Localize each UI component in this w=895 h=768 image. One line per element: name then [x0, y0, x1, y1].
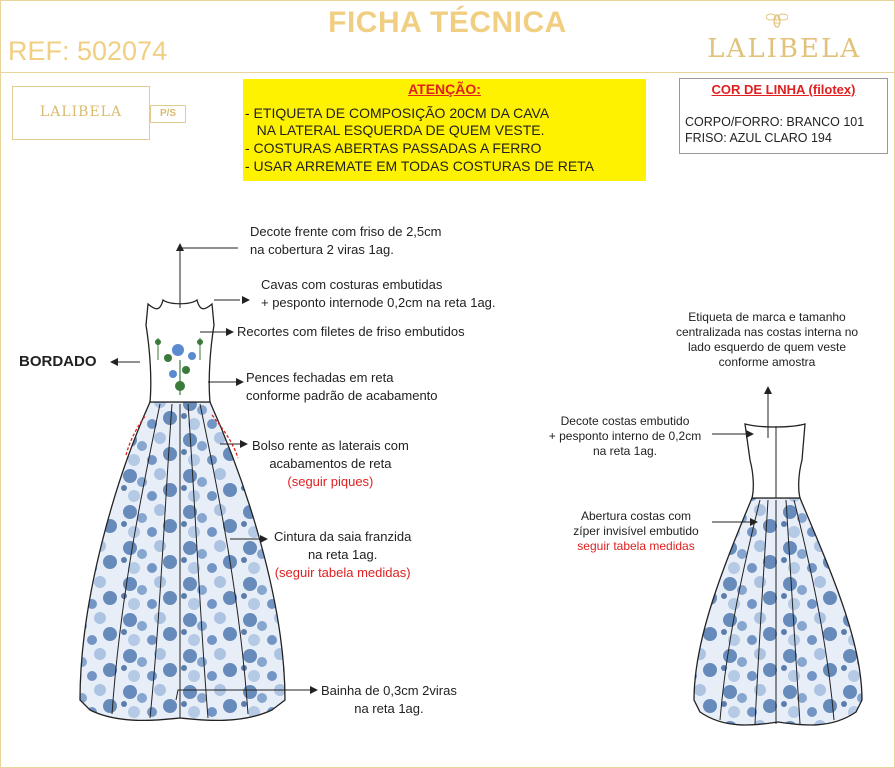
attention-line: NA LATERAL ESQUERDA DE QUEM VESTE. [245, 122, 545, 138]
note-cintura: Cintura da saia franzida na reta 1ag. (seguir tabela medidas) [274, 529, 412, 580]
back-bodice [745, 424, 805, 498]
note-recortes: Recortes com filetes de friso embutidos [237, 324, 465, 339]
label-brand-text: LALIBELA [39, 104, 123, 120]
thread-color-line: CORPO/FORRO: BRANCO 101 [685, 115, 865, 129]
note-decote-frente: Decote frente com friso de 2,5cm na cobertura 2 viras 1ag. [250, 224, 442, 257]
back-dress-drawing [694, 424, 862, 725]
note-pences: Pences fechadas em reta conforme padrão de acabamento [246, 370, 438, 403]
front-dress-drawing [80, 300, 285, 720]
thread-color-heading: COR DE LINHA (filotex) [711, 82, 856, 97]
note-bainha: Bainha de 0,3cm 2viras na reta 1ag. [321, 683, 457, 716]
attention-line: - ETIQUETA DE COMPOSIÇÃO 20CM DA CAVA [245, 105, 550, 121]
note-etiqueta: Etiqueta de marca e tamanho centralizada nas costas interna no lado esquerdo de quem veste conforme amostra [675, 310, 859, 369]
attention-line: - USAR ARREMATE EM TODAS COSTURAS DE RETA [245, 158, 595, 174]
attention-heading: ATENÇÃO: [408, 81, 481, 97]
page-title: FICHA TÉCNICA [328, 6, 567, 39]
note-cavas: Cavas com costuras embutidas + pesponto internode 0,2cm na reta 1ag. [261, 277, 496, 310]
note-bolso: Bolso rente as laterais com acabamentos de reta (seguir piques) [252, 438, 409, 489]
thread-color-line: FRISO: AZUL CLARO 194 [685, 131, 832, 145]
size-tag: P/S [150, 105, 186, 123]
brand-logo: LALIBELA [707, 34, 861, 64]
back-skirt [694, 498, 862, 725]
bordado-label: BORDADO [19, 353, 97, 370]
attention-line: - COSTURAS ABERTAS PASSADAS A FERRO [245, 140, 542, 156]
reference-code: REF: 502074 [8, 36, 168, 66]
note-decote-costas: Decote costas embutido + pesponto interno de 0,2cm na reta 1ag. [548, 414, 702, 458]
note-abertura: Abertura costas com zíper invisível embutido seguir tabela medidas [573, 509, 699, 553]
